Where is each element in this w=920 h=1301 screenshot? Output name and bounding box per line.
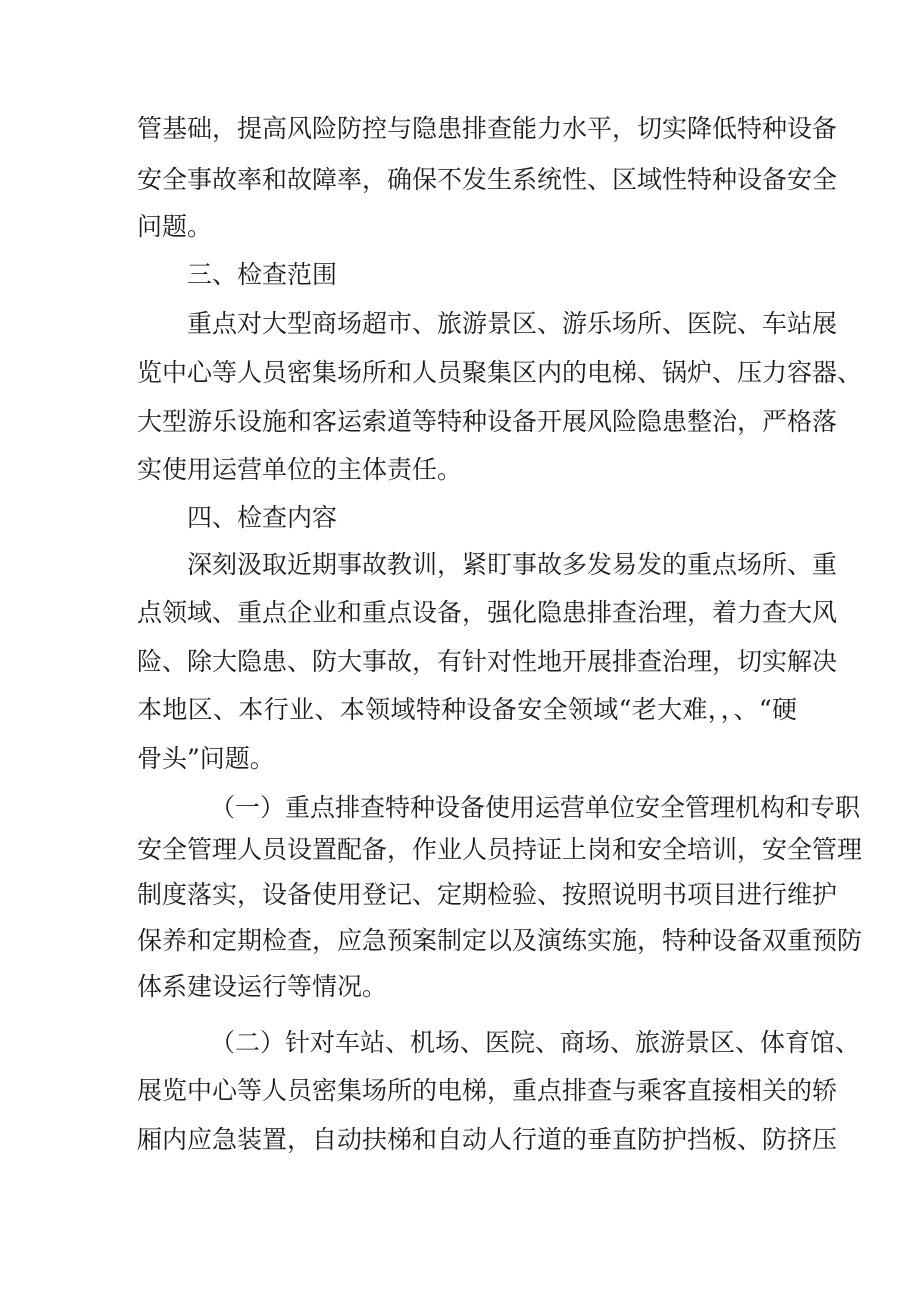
text-line: 骨头”问题。 bbox=[137, 744, 275, 773]
text-line: 问题。 bbox=[137, 212, 213, 241]
text-line: 险、除大隐患、防大事故，有针对性地开展排查治理，切实解决 bbox=[137, 647, 838, 676]
text-line: 览中心等人员密集场所和人员聚集区内的电梯、锅炉、压力容器、 bbox=[137, 358, 863, 387]
text-line: （二）针对车站、机场、医院、商场、旅游景区、体育馆、 bbox=[210, 1028, 861, 1057]
section-heading: 四、检查内容 bbox=[187, 503, 338, 532]
text-line: 管基础，提高风险防控与隐患排查能力水平，切实降低特种设备 bbox=[137, 114, 838, 143]
text-line: 点领域、重点企业和重点设备，强化隐患排查治理，着力查大风 bbox=[137, 598, 838, 627]
text-line: 实使用运营单位的主体责任。 bbox=[137, 455, 463, 484]
text-line: 厢内应急装置，自动扶梯和自动人行道的垂直防护挡板、防挤压 bbox=[137, 1125, 838, 1154]
text-line: （一）重点排查特种设备使用运营单位安全管理机构和专职 bbox=[210, 793, 861, 822]
text-line: 展览中心等人员密集场所的电梯，重点排查与乘客直接相关的轿 bbox=[137, 1076, 838, 1105]
text-line: 保养和定期检查，应急预案制定以及演练实施，特种设备双重预防 bbox=[137, 926, 863, 955]
text-line: 制度落实，设备使用登记、定期检验、按照说明书项目进行维护 bbox=[137, 880, 838, 909]
text-line: 重点对大型商场超市、旅游景区、游乐场所、医院、车站展 bbox=[187, 309, 838, 338]
text-line: 本地区、本行业、本领域特种设备安全领域“老大难，，、“硬 bbox=[137, 695, 797, 724]
text-line: 安全事故率和故障率，确保不发生系统性、区域性特种设备安全 bbox=[137, 165, 838, 194]
text-line: 深刻汲取近期事故教训，紧盯事故多发易发的重点场所、重 bbox=[187, 550, 838, 579]
text-line: 安全管理人员设置配备，作业人员持证上岗和安全培训，安全管理 bbox=[137, 835, 863, 864]
text-line: 大型游乐设施和客运索道等特种设备开展风险隐患整治，严格落 bbox=[137, 407, 838, 436]
section-heading: 三、检查范围 bbox=[187, 260, 338, 289]
text-line: 体系建设运行等情况。 bbox=[137, 972, 388, 1001]
